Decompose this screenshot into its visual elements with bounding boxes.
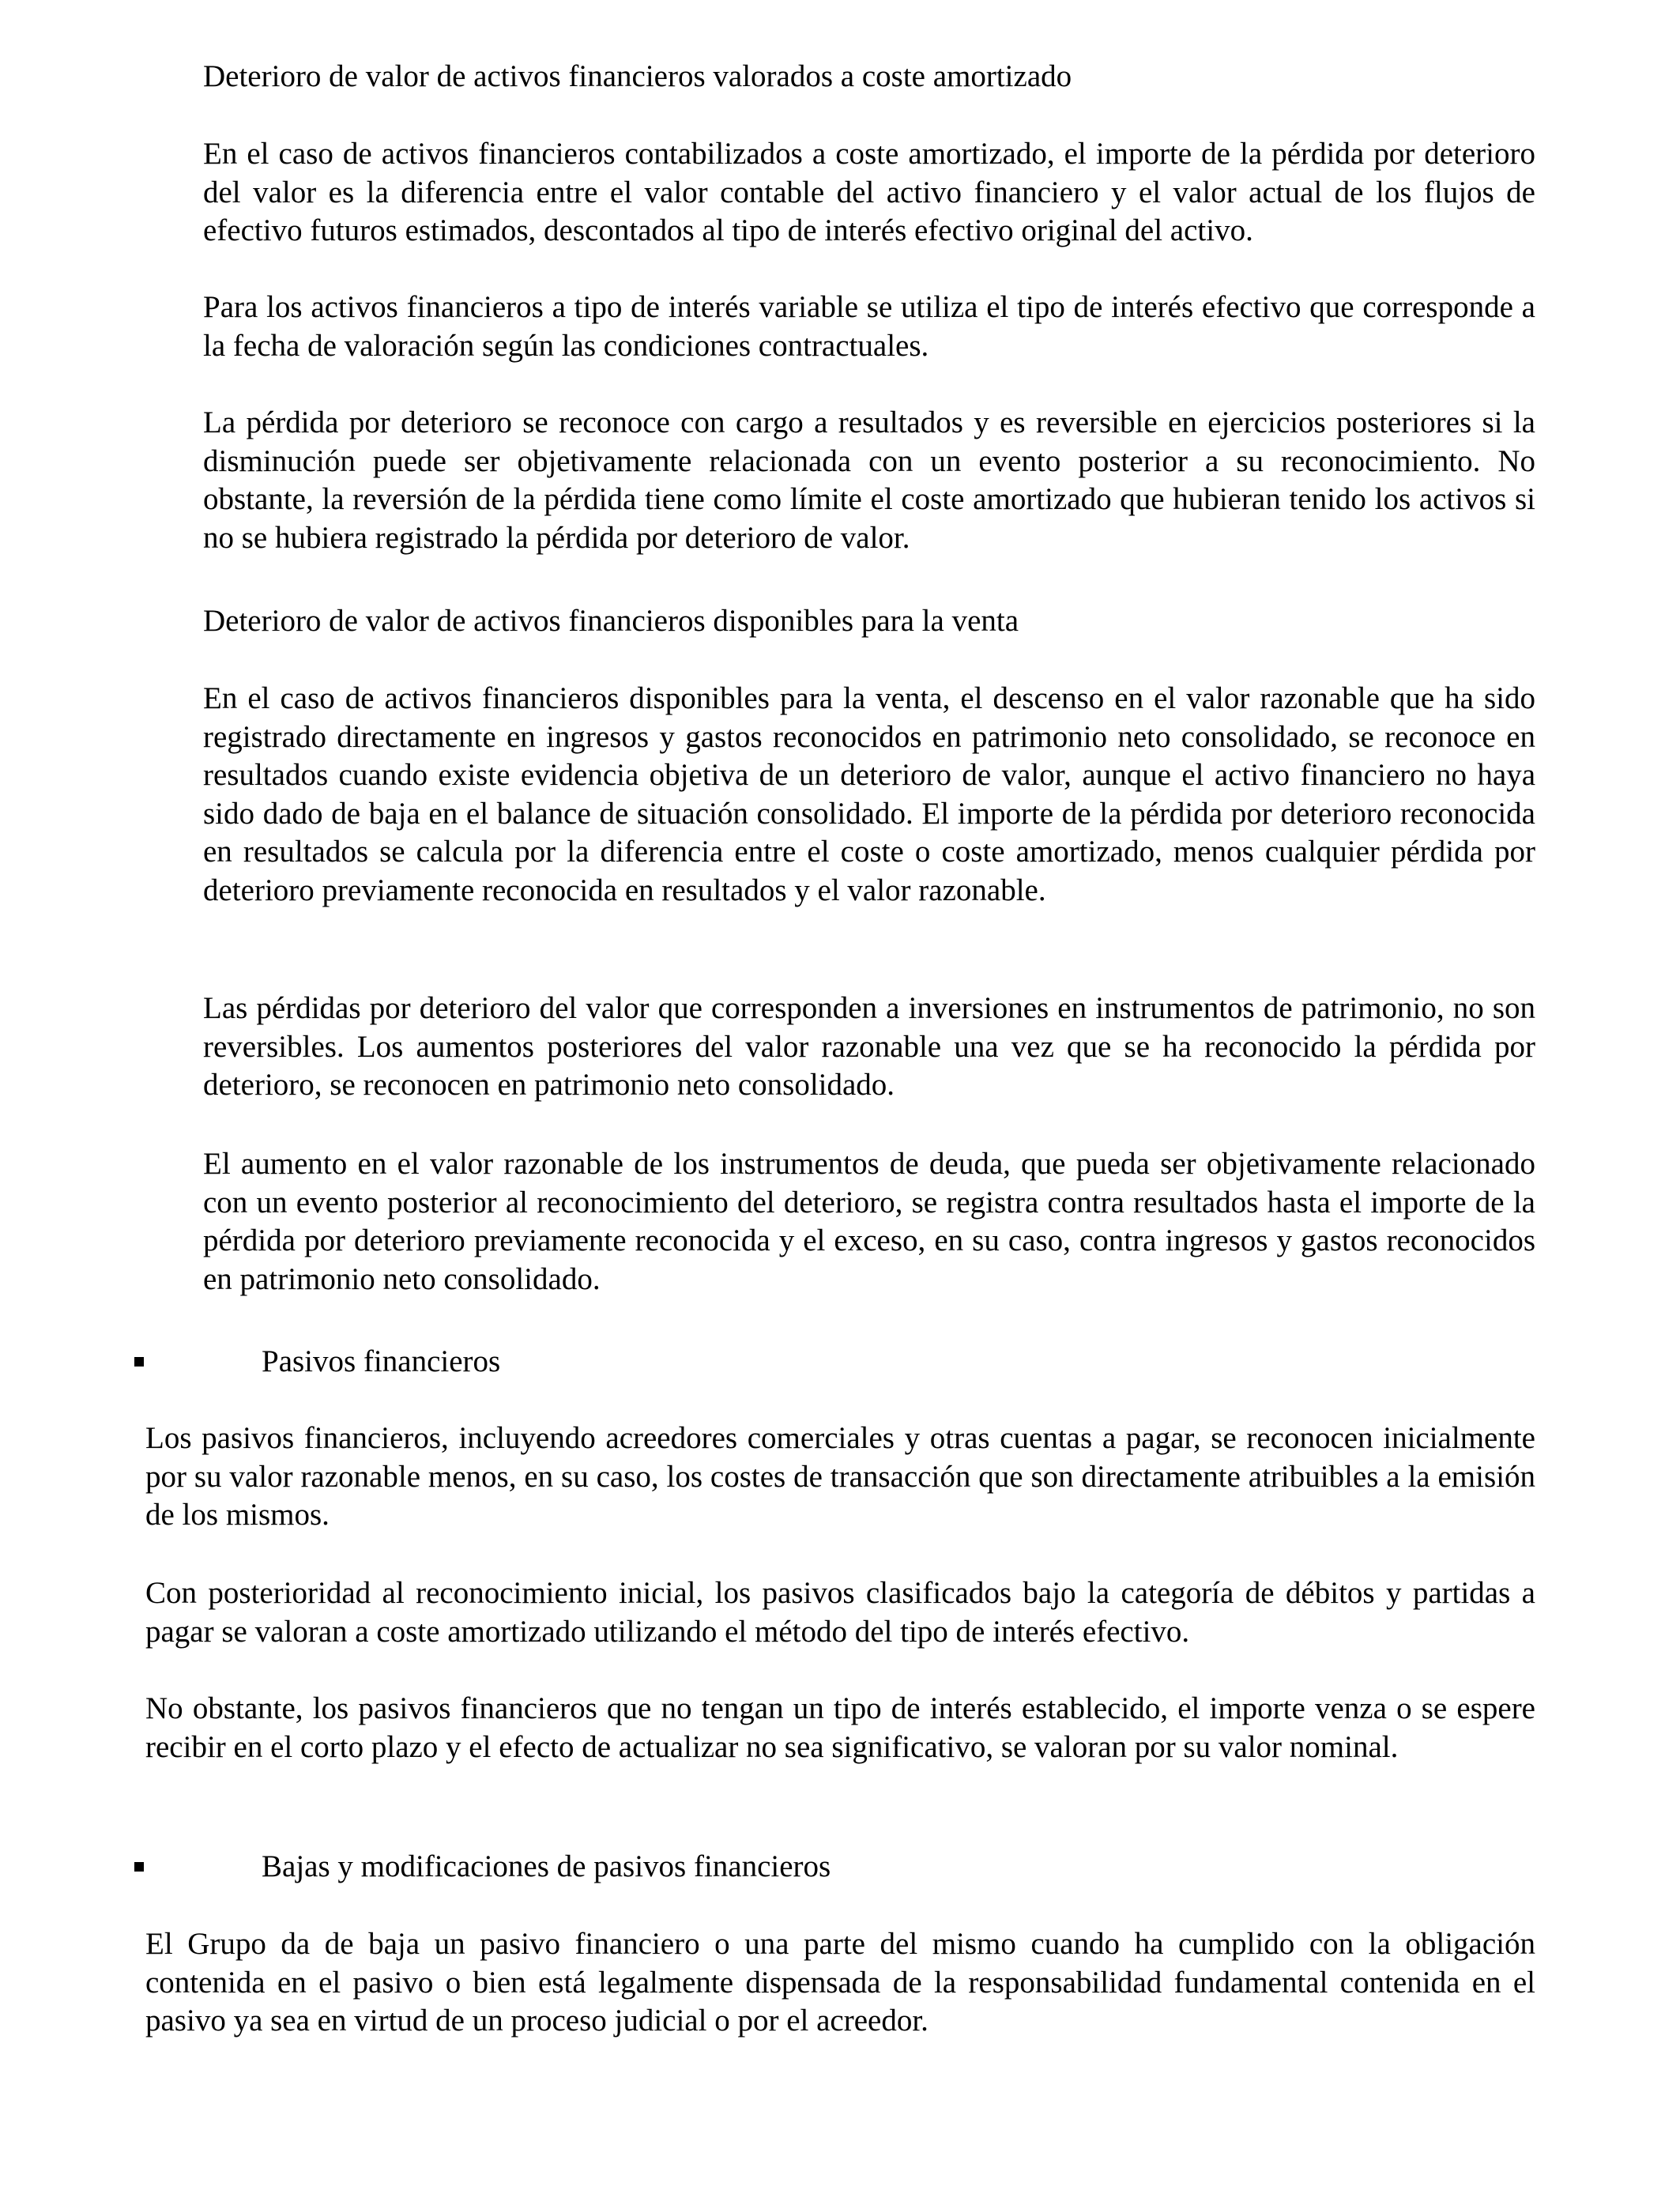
- paragraph: En el caso de activos financieros contabilizados a coste amortizado, el importe de la pérdida por deterioro del valor es la diferencia entre el valor contable del activo financiero y el valor actual de los flujos de efectivo futuros estimados, descontados al tipo de interés efectivo original del activo.: [203, 137, 1535, 247]
- section-heading-impairment-available-for-sale: Deterioro de valor de activos financieros disponibles para la venta: [203, 604, 1019, 638]
- paragraph: No obstante, los pasivos financieros que no tengan un tipo de interés establecido, el importe venza o se espere recibir en el corto plazo y el efecto de actualizar no sea significativo, se valoran por su valor nominal.: [145, 1691, 1535, 1764]
- paragraph: El Grupo da de baja un pasivo financiero o una parte del mismo cuando ha cumplido con la obligación contenida en el pasivo o bien está legalmente dispensada de la responsabilidad fundamental contenida en el pasivo ya sea en virtud de un proceso judicial o por el acreedor.: [145, 1927, 1535, 2038]
- paragraph: Los pasivos financieros, incluyendo acreedores comerciales y otras cuentas a pagar, se reconocen inicialmente por su valor razonable menos, en su caso, los costes de transacción que son directamente atribuibles a la emisión de los mismos.: [145, 1421, 1535, 1532]
- section-heading-financial-liabilities: Pasivos financieros: [262, 1344, 501, 1378]
- paragraph: El aumento en el valor razonable de los instrumentos de deuda, que pueda ser objetivamente relacionado con un evento posterior al reconocimiento del deterioro, se registra contra resultados hasta el importe de la pérdida por deterioro previamente reconocida y el exceso, en su caso, contra ingresos y gastos reconocidos en patrimonio neto consolidado.: [203, 1147, 1535, 1296]
- paragraph: La pérdida por deterioro se reconoce con cargo a resultados y es reversible en ejercicios posteriores si la disminución puede ser objetivamente relacionada con un evento posterior a su reconocimiento. No obstante, la reversión de la pérdida tiene como límite el coste amortizado que hubieran tenido los activos si no se hubiera registrado la pérdida por deterioro de valor.: [203, 405, 1535, 555]
- section-heading-impairment-amortized: Deterioro de valor de activos financieros valorados a coste amortizado: [203, 59, 1072, 93]
- paragraph: Para los activos financieros a tipo de interés variable se utiliza el tipo de interés efectivo que corresponde a la fecha de valoración según las condiciones contractuales.: [203, 290, 1535, 363]
- square-bullet-icon: [134, 1357, 144, 1367]
- square-bullet-icon: [134, 1862, 144, 1872]
- section-heading-derecognition: Bajas y modificaciones de pasivos financieros: [262, 1849, 831, 1883]
- paragraph: Las pérdidas por deterioro del valor que corresponden a inversiones en instrumentos de patrimonio, no son reversibles. Los aumentos posteriores del valor razonable una vez que se ha reconocido la pérdida por deterioro, se reconocen en patrimonio neto consolidado.: [203, 991, 1535, 1102]
- paragraph: En el caso de activos financieros disponibles para la venta, el descenso en el valor razonable que ha sido registrado directamente en ingresos y gastos reconocidos en patrimonio neto consolidado, se reconoce en resultados cuando existe evidencia objetiva de un deterioro de valor, aunque el activo financiero no haya sido dado de baja en el balance de situación consolidado. El importe de la pérdida por deterioro reconocida en resultados se calcula por la diferencia entre el coste o coste amortizado, menos cualquier pérdida por deterioro previamente reconocida en resultados y el valor razonable.: [203, 681, 1535, 907]
- paragraph: Con posterioridad al reconocimiento inicial, los pasivos clasificados bajo la categoría de débitos y partidas a pagar se valoran a coste amortizado utilizando el método del tipo de interés efectivo.: [145, 1576, 1535, 1649]
